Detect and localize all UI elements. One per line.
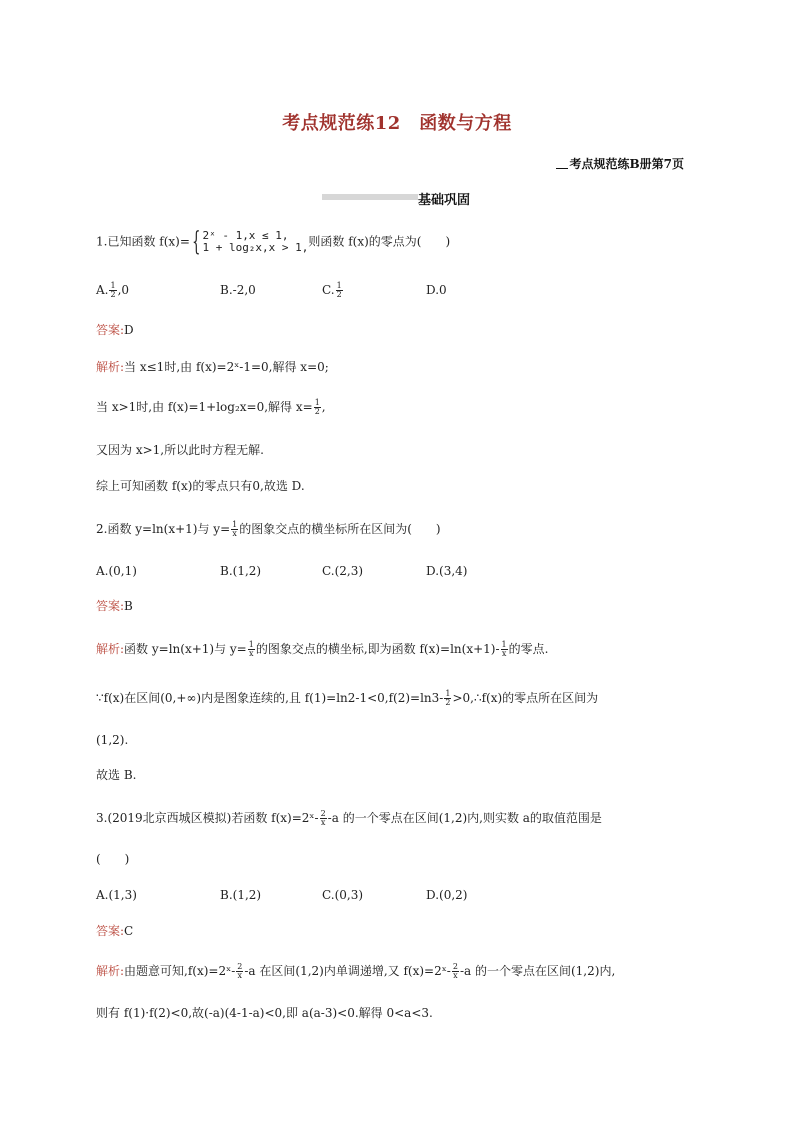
q3-option-b[interactable]: B.(1,2) (220, 888, 262, 902)
denominator: 2 (110, 290, 116, 299)
q3-stem-b: -a 的一个零点在区间(1,2)内,则实数 a的取值范围是 (327, 811, 602, 825)
q1-stem-a: 1.已知函数 f(x)= (96, 234, 190, 249)
denominator: x (232, 529, 237, 538)
q1-option-c[interactable] (322, 282, 344, 299)
underline-mark (556, 168, 568, 169)
page-title: 考点规范练12 函数与方程 (282, 113, 512, 134)
q2-exp-2a: ∵f(x)在区间(0,+∞)内是图象连续的,且 f(1)=ln2-1<0,f(2)=ln3- (96, 691, 444, 705)
q1-option-b[interactable]: B.-2,0 (220, 283, 256, 297)
numerator: 2 (452, 962, 458, 971)
q3-stem-line-2: ( ) (96, 852, 130, 866)
answer-label: 答案: (96, 924, 125, 938)
q2-exp-line-2 (96, 690, 598, 707)
numerator: 2 (237, 962, 243, 971)
q3-exp-1c: -a 的一个零点在区间(1,2)内, (459, 964, 616, 978)
fraction (314, 399, 321, 416)
q3-exp-1a: 由题意可知,f(x)=2ˣ- (124, 964, 236, 978)
answer-label: 答案: (96, 599, 125, 613)
numerator: 1 (314, 398, 320, 407)
q2-exp-line-4: 故选 B. (96, 768, 137, 782)
fraction (109, 282, 116, 299)
book-reference (556, 155, 685, 172)
explanation-label: 解析: (96, 642, 125, 656)
q1-answer (96, 322, 134, 338)
q2-stem-b: 的图象交点的横坐标所在区间为( ) (239, 522, 441, 536)
q2-exp-1c: 的零点. (508, 642, 549, 656)
fraction (501, 641, 508, 658)
fraction (248, 641, 255, 658)
explanation-label: 解析: (96, 964, 125, 978)
q3-option-c[interactable]: C.(0,3) (322, 888, 364, 902)
denominator: 2 (445, 698, 451, 707)
numerator: 2 (320, 809, 326, 818)
q2-stem (96, 521, 441, 538)
q1-case-2: 1 + log₂x,x > 1, (202, 241, 309, 254)
answer-label: 答案: (96, 323, 125, 337)
q2-exp-line-3: (1,2). (96, 733, 129, 747)
q2-exp-1a: 函数 y=ln(x+1)与 y= (124, 642, 247, 656)
q1-option-a-suffix: ,0 (117, 283, 130, 297)
q3-stem (96, 810, 602, 827)
q3-answer (96, 923, 133, 939)
q3-exp-line-1 (96, 963, 615, 980)
q2-option-d[interactable]: D.(3,4) (426, 564, 468, 578)
q3-exp-line-2: 则有 f(1)·f(2)<0,故(-a)(4-1-a)<0,即 a(a-3)<0.解得 0<a<3. (96, 1006, 433, 1020)
q1-options (96, 282, 696, 302)
numerator: 1 (501, 640, 507, 649)
q1-exp-2a: 当 x>1时,由 f(x)=1+log₂x=0,解得 x= (96, 400, 313, 414)
q1-exp-line-1 (96, 359, 329, 375)
q1-exp-2b: , (321, 400, 326, 414)
numerator: 1 (336, 281, 342, 290)
q3-stem-a: 3.(2019北京西城区模拟)若函数 f(x)=2ˣ- (96, 811, 319, 825)
fraction (444, 690, 451, 707)
section-title: 基础巩固 (418, 193, 471, 208)
denominator: 2 (314, 407, 320, 416)
q2-exp-line-1 (96, 641, 548, 658)
fraction (236, 963, 243, 980)
numerator: 1 (110, 281, 116, 290)
section-bar (322, 194, 418, 200)
q3-options (96, 887, 696, 907)
denominator: x (501, 649, 507, 658)
q2-exp-1b: 的图象交点的横坐标,即为函数 f(x)=ln(x+1)- (255, 642, 500, 656)
numerator: 1 (248, 640, 254, 649)
q2-option-b[interactable]: B.(1,2) (220, 564, 262, 578)
fraction (336, 282, 343, 299)
q1-piecewise (202, 230, 308, 254)
denominator: x (453, 971, 458, 980)
q1-option-a[interactable] (96, 282, 129, 299)
q1-option-a-prefix: A. (96, 283, 109, 297)
q1-case-1: 2ˣ - 1,x ≤ 1, (202, 229, 289, 242)
denominator: 2 (336, 290, 342, 299)
q2-options (96, 563, 696, 583)
fraction (231, 521, 238, 538)
q1-stem-b: 则函数 f(x)的零点为( ) (308, 234, 451, 249)
denominator: x (237, 971, 243, 980)
q1-exp-line-3: 又因为 x>1,所以此时方程无解. (96, 443, 264, 457)
denominator: x (320, 818, 326, 827)
answer-value: D (124, 323, 134, 337)
answer-value: C (124, 924, 134, 938)
q1-exp-line-4: 综上可知函数 f(x)的零点只有0,故选 D. (96, 479, 305, 493)
q2-option-c[interactable]: C.(2,3) (322, 564, 364, 578)
q1-stem (96, 227, 451, 257)
q1-exp-line-2 (96, 399, 326, 416)
q2-option-a[interactable]: A.(0,1) (96, 564, 137, 578)
q1-option-c-prefix: C. (322, 283, 335, 297)
fraction (320, 810, 327, 827)
q3-option-a[interactable]: A.(1,3) (96, 888, 137, 902)
q3-exp-1b: -a 在区间(1,2)内单调递增,又 f(x)=2ˣ- (244, 964, 451, 978)
q2-stem-a: 2.函数 y=ln(x+1)与 y= (96, 522, 231, 536)
brace-symbol: { (192, 227, 201, 257)
q1-option-d[interactable]: D.0 (426, 283, 447, 297)
fraction (452, 963, 459, 980)
numerator: 1 (445, 689, 451, 698)
numerator: 1 (232, 520, 238, 529)
explanation-label: 解析: (96, 360, 125, 374)
denominator: x (249, 649, 254, 658)
q1-exp-1-text: 当 x≤1时,由 f(x)=2ˣ-1=0,解得 x=0; (124, 360, 329, 374)
book-reference-text: 考点规范练B册第7页 (569, 157, 684, 171)
answer-value: B (124, 599, 133, 613)
q2-answer (96, 598, 133, 614)
q3-option-d[interactable]: D.(0,2) (426, 888, 468, 902)
q2-exp-2b: >0,∴f(x)的零点所在区间为 (452, 691, 599, 705)
